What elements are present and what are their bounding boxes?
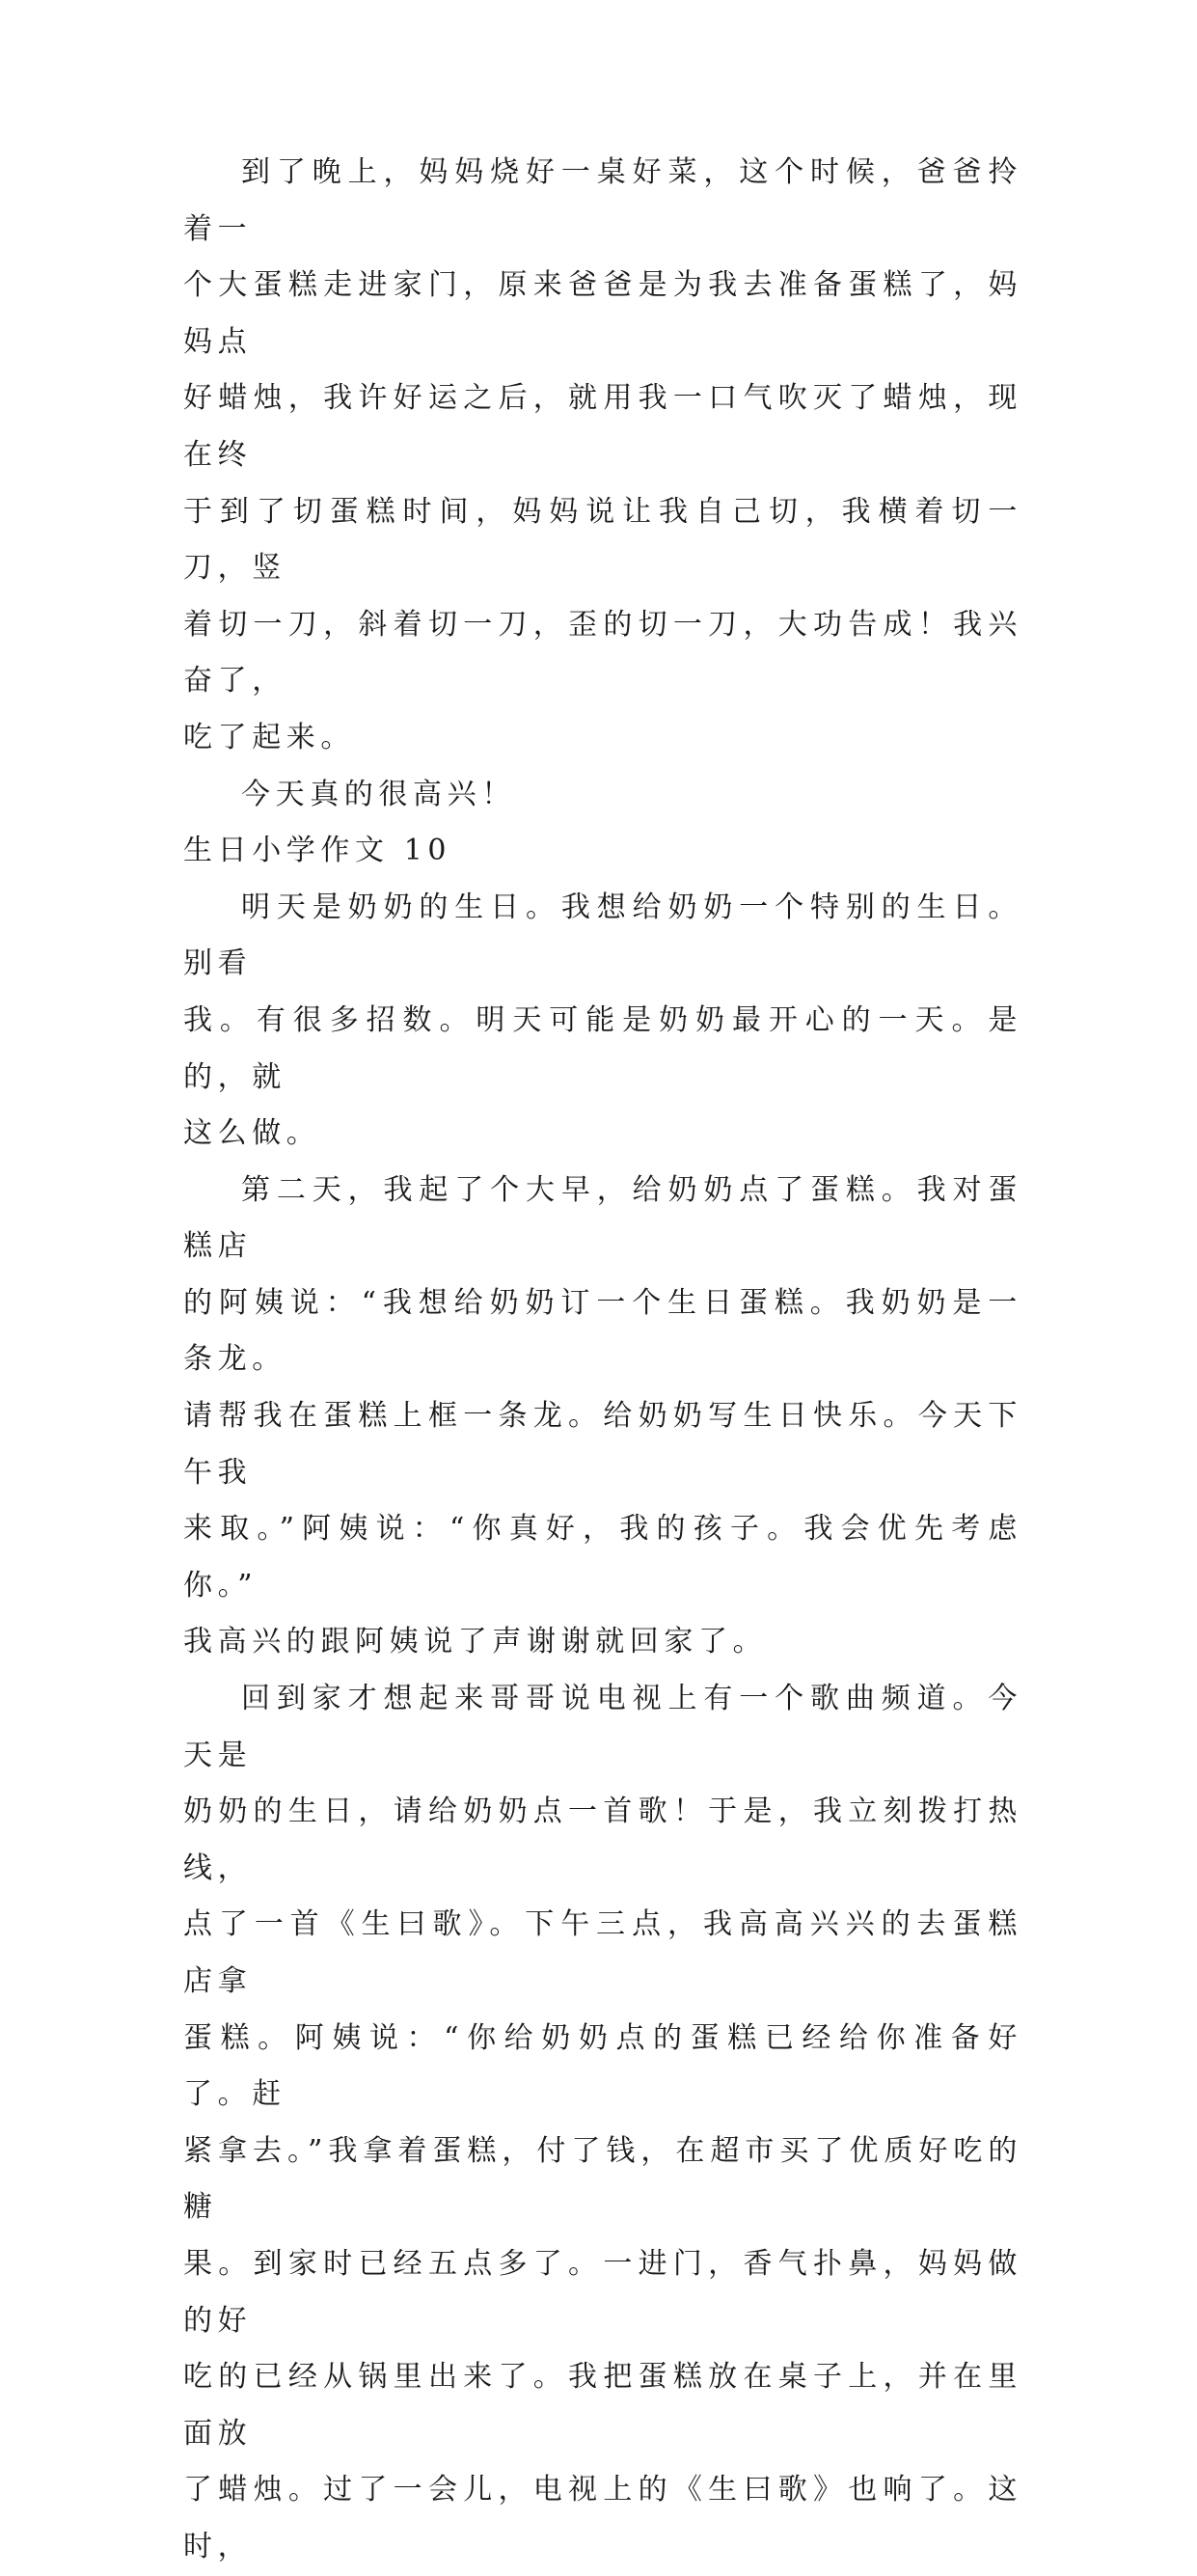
essay-heading: 生日小学作文 10 bbox=[183, 834, 452, 868]
text-line: 吃的已经从锅里出来了。我把蛋糕放在桌子上，并在里面放 bbox=[183, 2360, 1022, 2451]
text-line: 个大蛋糕走进家门，原来爸爸是为我去准备蛋糕了，妈妈点 bbox=[183, 268, 1022, 359]
text-line: 奶奶的生日，请给奶奶点一首歌！于是，我立刻拨打热线， bbox=[183, 1795, 1022, 1885]
paragraph-happy-today bbox=[183, 767, 1022, 824]
text-line: 今天真的很高兴！ bbox=[241, 777, 516, 811]
paragraph-grandma-birthday bbox=[183, 880, 1022, 1163]
text-line: 回到家才想起来哥哥说电视上有一个歌曲频道。今天是 bbox=[183, 1682, 1022, 1772]
text-line: 我。有很多招数。明天可能是奶奶最开心的一天。是的，就 bbox=[183, 1002, 1022, 1094]
text-line: 果。到家时已经五点多了。一进门，香气扑鼻，妈妈做的好 bbox=[183, 2246, 1022, 2338]
text-line: 明天是奶奶的生日。我想给奶奶一个特别的生日。别看 bbox=[183, 890, 1022, 981]
paragraph-cake-order bbox=[183, 1163, 1022, 1671]
text-line: 紧拿去。”我拿着蛋糕，付了钱，在超市买了优质好吃的糖 bbox=[183, 2133, 1022, 2225]
text-line: 点了一首《生曰歌》。下午三点，我高高兴兴的去蛋糕店拿 bbox=[183, 1907, 1022, 1998]
text-line: 第二天，我起了个大早，给奶奶点了蛋糕。我对蛋糕店 bbox=[183, 1172, 1022, 1264]
text-line: 好蜡烛，我许好运之后，就用我一口气吹灭了蜡烛，现在终 bbox=[183, 381, 1022, 472]
text-line: 请帮我在蛋糕上框一条龙。给奶奶写生日快乐。今天下午我 bbox=[183, 1399, 1022, 1490]
text-line: 我高兴的跟阿姨说了声谢谢就回家了。 bbox=[183, 1625, 768, 1659]
paragraph-song-and-cake bbox=[183, 1671, 1022, 2576]
text-line: 吃了起来。 bbox=[183, 720, 355, 754]
text-line: 着切一刀，斜着切一刀，歪的切一刀，大功告成！我兴奋了， bbox=[183, 607, 1022, 699]
text-column bbox=[183, 145, 1022, 2576]
text-line: 蛋糕。阿姨说：“你给奶奶点的蛋糕已经给你准备好了。赶 bbox=[183, 2020, 1022, 2112]
text-line: 了蜡烛。过了一会儿，电视上的《生曰歌》也响了。这时， bbox=[183, 2473, 1022, 2563]
paragraph-birthday-dinner bbox=[183, 145, 1022, 767]
text-line: 于到了切蛋糕时间，妈妈说让我自己切，我横着切一刀，竖 bbox=[183, 494, 1022, 586]
text-line: 到了晚上，妈妈烧好一桌好菜，这个时候，爸爸拎着一 bbox=[183, 155, 1022, 246]
text-line: 这么做。 bbox=[183, 1116, 321, 1151]
text-line: 的阿姨说：“我想给奶奶订一个生日蛋糕。我奶奶是一条龙。 bbox=[183, 1285, 1022, 1377]
text-line: 来取。”阿姨说：“你真好，我的孩子。我会优先考虑你。” bbox=[183, 1512, 1022, 1603]
